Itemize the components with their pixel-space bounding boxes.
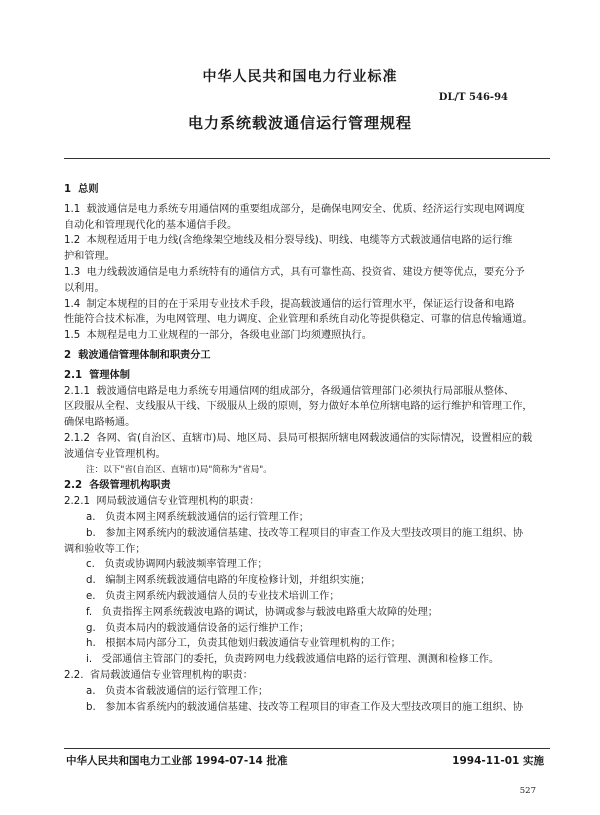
list-item: b. 参加主网系统内的载波通信基建、技改等工程项目的审查工作及大型技改项目的施工组织、协: [86, 527, 524, 539]
list-item: d. 编制主网系统载波通信电路的年度检修计划，并组织实施；: [86, 575, 371, 587]
standard-number: DL/T 546-94: [438, 92, 508, 103]
document-body: [64, 178, 554, 715]
list-item: f. 负责指挥主网系统载波电路的调试，协调或参与载波电路重大故障的处理；: [86, 606, 438, 618]
paragraph-line: 2.1.1 载波通信电路是电力系统专用通信网的组成部分，各级通信管理部门必须执行局部服从整体、: [64, 385, 515, 397]
standard-title: 中华人民共和国电力行业标准: [202, 69, 398, 85]
paragraph-line: 性能符合技术标准，为电网管理、电力调度、企业管理和系统自动化等提供稳定、可靠的信息传输通道。: [64, 314, 533, 326]
paragraph-line: 2.1.2 各网、省(自治区、直辖市)局、地区局、县局可根据所辖电网载波通信的实际情况，设置相应的载: [64, 432, 533, 444]
list-item: c. 负责或协调网内载波频率管理工作；: [86, 559, 268, 571]
list-item: a. 负责本省载波通信的运行管理工作；: [86, 685, 269, 697]
list-item: g. 负责本局内的载波通信设备的运行维护工作；: [86, 622, 310, 634]
paragraph-line: 1.4 制定本规程的目的在于采用专业技术手段，提高载波通信的运行管理水平，保证运行设备和电路: [64, 298, 515, 310]
list-item: i. 受部通信主管部门的委托，负责跨网电力线载波通信电路的运行管理、测测和检修工作。: [86, 654, 500, 666]
paragraph-line: 1.1 载波通信是电力系统专用通信网的重要组成部分，是确保电网安全、优质、经济运行实现电网调度: [64, 203, 525, 215]
list-item: a. 负责本网主网系统载波通信的运行管理工作；: [86, 511, 309, 523]
paragraph-line: 1.5 本规程是电力工业规程的一部分，各级电业部门均须遵照执行。: [64, 330, 372, 342]
header-divider: [64, 158, 550, 159]
page-number: 527: [519, 786, 536, 796]
paragraph-line: 自动化和管理现代化的基本通信手段。: [64, 219, 238, 231]
paragraph-line: 确保电路畅通。: [64, 417, 136, 429]
list-item: h. 根据本局内部分工，负责其他划归载波通信专业管理机构的工作；: [86, 638, 401, 650]
list-item: e. 负责主网系统内载波通信人员的专业技术培训工作；: [86, 590, 340, 602]
section-heading: 2.2 各级管理机构职责: [64, 480, 171, 492]
section-heading: 1 总则: [64, 184, 99, 195]
paragraph-line: 调和验收等工作；: [64, 543, 146, 555]
note-text: 注：以下"省(自治区、直辖市)局"简称为"省局"。: [86, 464, 272, 475]
paragraph-line: 以利用。: [64, 282, 105, 294]
section-heading: 2.1 管理体制: [64, 369, 130, 381]
footer-divider: [64, 748, 550, 749]
section-heading: 2 载波通信管理体制和职责分工: [64, 349, 211, 361]
paragraph-line: 区段服从全程、支线服从干线、下级服从上级的原则，努力做好本单位所辖电路的运行维护和管理工作，: [64, 401, 533, 413]
approval-date: 中华人民共和国电力工业部 1994-07-14 批准: [66, 755, 288, 767]
paragraph-line: 1.2 本规程适用于电力线(含绝缘架空地线及相分裂导线)、明线、电缆等方式载波通信电路的运行维: [64, 235, 513, 247]
paragraph-line: 1.3 电力线载波通信是电力系统特有的通信方式，具有可靠性高、投资省、建设方便等优点，要充分予: [64, 266, 525, 278]
paragraph-line: 波通信专业管理机构。: [64, 448, 166, 460]
paragraph-line: 2.2.1 网局载波通信专业管理机构的职责：: [64, 496, 260, 508]
document-title: 电力系统载波通信运行管理规程: [187, 114, 412, 132]
implementation-date: 1994-11-01 实施: [452, 755, 544, 767]
list-item: b. 参加本省系统内的载波通信基建、技改等工程项目的审查工作及大型技改项目的施工组织、协: [86, 701, 524, 713]
paragraph-line: 2.2. 省局载波通信专业管理机构的职责：: [64, 669, 253, 681]
paragraph-line: 护和管理。: [64, 251, 115, 263]
